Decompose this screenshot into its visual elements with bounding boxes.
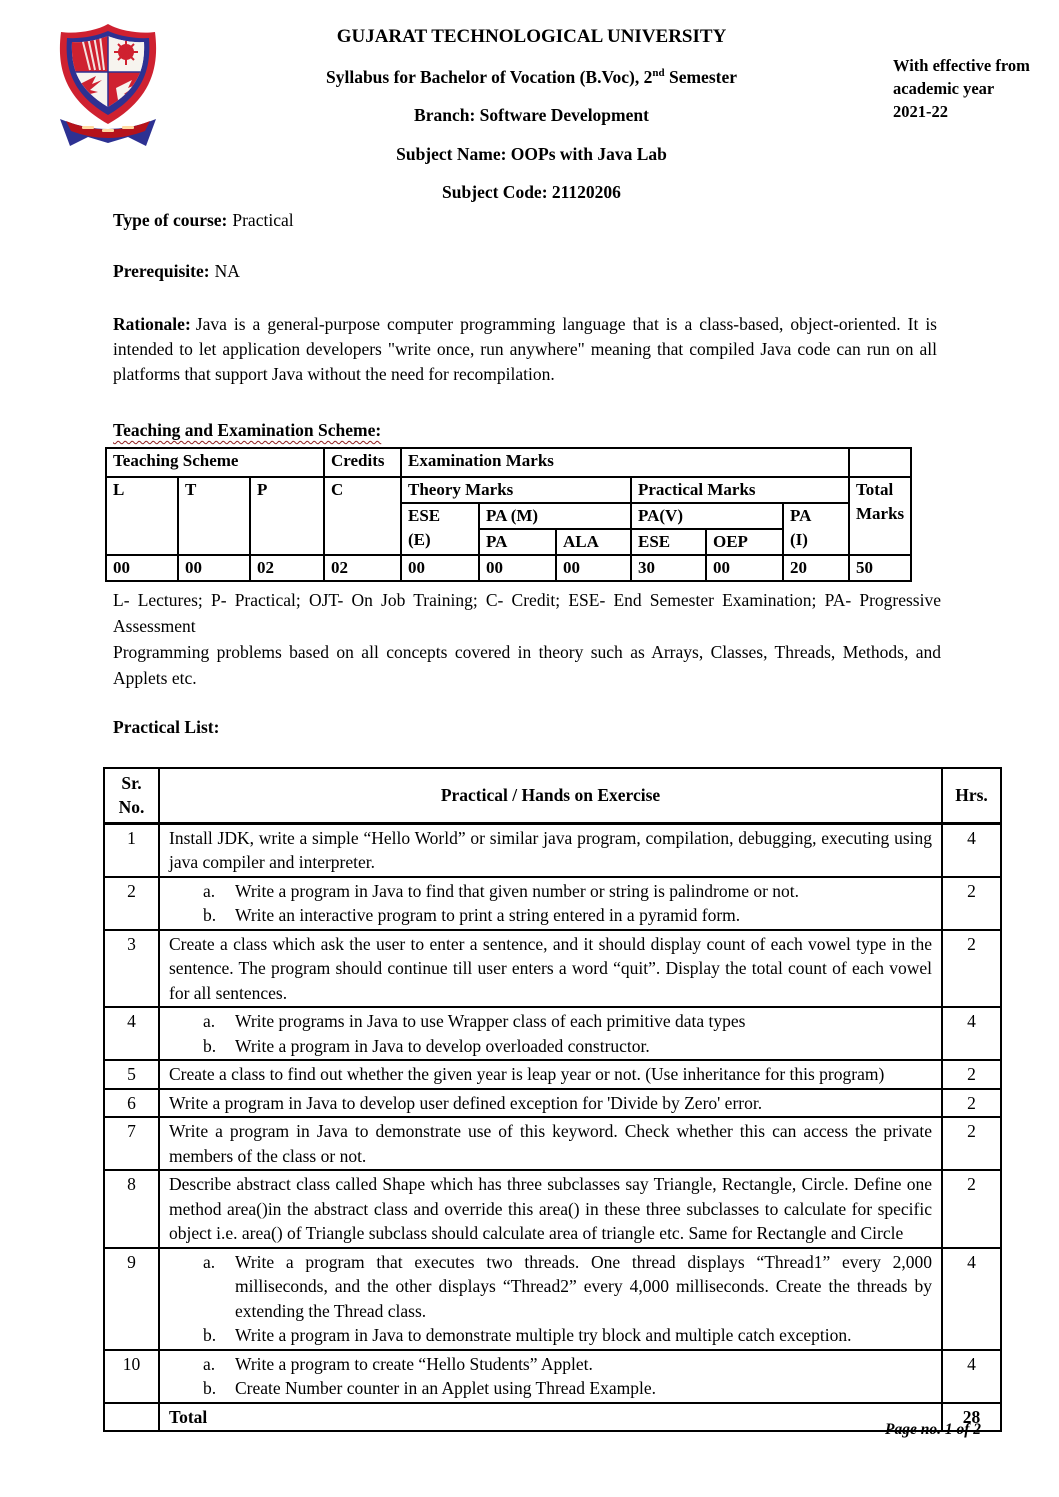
hrs-cell: 4 [942, 1350, 1001, 1403]
th-credits: Credits [324, 448, 401, 477]
list-item [169, 1323, 932, 1348]
th-ese-line1: ESE [408, 505, 441, 525]
th-c: C [324, 477, 401, 555]
value-cell: 00 [556, 555, 631, 581]
sr-no-cell: 4 [104, 1007, 159, 1060]
table-row [106, 448, 911, 477]
exercise-cell [159, 1007, 942, 1060]
th-pa-i [783, 503, 849, 555]
sr-no-cell: 9 [104, 1248, 159, 1350]
th-sr-no [104, 768, 159, 824]
value-cell: 00 [401, 555, 479, 581]
table-row [104, 930, 1001, 1008]
table-row [104, 1089, 1001, 1118]
title-block [170, 22, 893, 206]
th-t: T [178, 477, 250, 555]
subject-name-line: Subject Name: OOPs with Java Lab [396, 143, 667, 164]
list-item-text: Write a program to create “Hello Students” Applet. [235, 1353, 593, 1374]
subtitle-superscript: nd [652, 67, 665, 79]
sr-no-cell: 5 [104, 1060, 159, 1089]
th-pa-v: PA(V) [631, 503, 783, 529]
hrs-cell: 4 [942, 823, 1001, 877]
th-empty-corner [849, 448, 911, 477]
table-row [104, 1060, 1001, 1089]
list-marker: a. [203, 880, 216, 901]
table-row [106, 555, 911, 581]
rationale-paragraph [113, 312, 937, 387]
table-row [104, 1007, 1001, 1060]
list-marker: a. [203, 1353, 216, 1374]
total-row [104, 1403, 1001, 1432]
th-sr-line2: No. [118, 797, 145, 818]
logo-container [52, 22, 170, 152]
th-pa: PA [479, 529, 556, 555]
scheme-heading: Teaching and Examination Scheme: [113, 419, 382, 440]
exercise-cell: Write a program in Java to develop user defined exception for 'Divide by Zero' error. [159, 1089, 942, 1118]
list-item-text: Write a program that executes two threads. One thread displays “Thread1” every 2,000 milliseconds, and the other displays “Thread2” every 4,000 milliseconds. Create the threads by extending the Thread class. [235, 1251, 932, 1321]
course-type-value: Practical [232, 209, 294, 230]
exercise-cell [159, 877, 942, 930]
list-marker: b. [203, 1035, 217, 1056]
list-item [169, 903, 932, 928]
table-row [104, 823, 1001, 877]
practical-list-table [103, 767, 1002, 1433]
exercise-cell: Create a class to find out whether the given year is leap year or not. (Use inheritance for this program) [159, 1060, 942, 1089]
value-cell: 02 [324, 555, 401, 581]
th-pa-i-line1: PA [790, 505, 812, 525]
th-hrs: Hrs. [942, 768, 1001, 824]
value-cell: 00 [178, 555, 250, 581]
course-type-line [113, 208, 1059, 233]
th-oep: OEP [706, 529, 783, 555]
programming-note: Programming problems based on all concepts covered in theory such as Arrays, Classes, Threads, Methods, and Applets etc. [113, 641, 941, 688]
table-row [104, 1248, 1001, 1350]
table-header-row [104, 768, 1001, 824]
th-total-marks [849, 477, 911, 555]
sr-no-cell: 10 [104, 1350, 159, 1403]
exercise-cell: Create a class which ask the user to enter a sentence, and it should display count of each vowel type in the sentence. The program should continue till user enters a word “quit”. Display the total count of each vowel for all sentences. [159, 930, 942, 1008]
sr-no-cell: 8 [104, 1170, 159, 1248]
th-l: L [106, 477, 178, 555]
th-theory-marks: Theory Marks [401, 477, 631, 503]
list-item [169, 879, 932, 904]
exercise-cell [159, 1350, 942, 1403]
list-item [169, 1034, 932, 1059]
exercise-cell [159, 1248, 942, 1350]
hrs-cell: 2 [942, 1089, 1001, 1118]
value-cell: 30 [631, 555, 706, 581]
list-item-text: Create Number counter in an Applet using Thread Example. [235, 1378, 657, 1399]
list-item-text: Write a program in Java to find that given number or string is palindrome or not. [235, 880, 800, 901]
th-ala: ALA [556, 529, 631, 555]
value-cell: 02 [250, 555, 324, 581]
practical-list-heading: Practical List: [113, 716, 220, 737]
table-row [104, 877, 1001, 930]
sr-no-cell: 7 [104, 1117, 159, 1170]
hrs-cell: 2 [942, 1060, 1001, 1089]
university-name: GUJARAT TECHNOLOGICAL UNIVERSITY [336, 26, 727, 47]
page-header [0, 0, 1059, 206]
list-item [169, 1376, 932, 1401]
practical-rows [104, 823, 1001, 1403]
table-row [106, 477, 911, 503]
th-ese-e [401, 503, 479, 555]
scheme-notes [113, 587, 941, 691]
th-ese-line2: (E) [408, 529, 431, 549]
subtitle-text-end: Semester [664, 66, 738, 87]
sr-no-cell [104, 1403, 159, 1432]
list-item [169, 1250, 932, 1324]
list-item-text: Write a program in Java to demonstrate multiple try block and multiple catch exception. [235, 1325, 852, 1346]
th-sr-line1: Sr. [121, 772, 142, 793]
branch-line: Branch: Software Development [414, 105, 649, 126]
syllabus-subtitle [170, 60, 893, 90]
hrs-cell: 2 [942, 1117, 1001, 1170]
sr-no-cell: 2 [104, 877, 159, 930]
th-ese2: ESE [631, 529, 706, 555]
effective-note: With effective from academic year 2021-22 [893, 56, 1030, 121]
th-pa-i-line2: (I) [790, 529, 808, 549]
table-row [104, 1350, 1001, 1403]
total-label-cell: Total [159, 1403, 942, 1432]
document-body [0, 208, 1059, 1433]
sr-no-cell: 3 [104, 930, 159, 1008]
exercise-cell: Write a program in Java to demonstrate use of this keyword. Check whether this can access the private members of the class or not. [159, 1117, 942, 1170]
subject-code-line: Subject Code: 21120206 [442, 182, 621, 203]
hrs-cell: 2 [942, 1170, 1001, 1248]
rationale-label: Rationale: [113, 313, 191, 334]
course-type-label: Type of course: [113, 209, 228, 230]
list-item [169, 1009, 932, 1034]
list-marker: a. [203, 1251, 216, 1272]
th-total-line1: Total [856, 479, 894, 499]
page-number: Page no. 1 of 2 [884, 1421, 981, 1438]
th-p: P [250, 477, 324, 555]
th-practical-marks: Practical Marks [631, 477, 849, 503]
list-marker: b. [203, 1378, 217, 1399]
list-marker: b. [203, 1325, 217, 1346]
value-cell: 00 [706, 555, 783, 581]
list-item [169, 1352, 932, 1377]
list-marker: a. [203, 1011, 216, 1032]
total-hrs-cell: 28 [942, 1403, 1001, 1432]
prerequisite-value: NA [214, 260, 240, 281]
list-marker: b. [203, 905, 217, 926]
prerequisite-label: Prerequisite: [113, 260, 210, 281]
table-row [104, 1170, 1001, 1248]
university-logo [52, 22, 164, 152]
sr-no-cell: 1 [104, 823, 159, 877]
hrs-cell: 4 [942, 1248, 1001, 1350]
th-teaching-scheme: Teaching Scheme [106, 448, 324, 477]
value-cell: 20 [783, 555, 849, 581]
value-cell: 50 [849, 555, 911, 581]
th-examination-marks: Examination Marks [401, 448, 849, 477]
exercise-cell: Describe abstract class called Shape which has three subclasses say Triangle, Rectangle, Circle. Define one method area()in the abstract class and override this area() in these three subclasses to calculate for specific object i.e. area() of Triangle subclass should calculate area of triangle etc. Same for Rectangle and Circle [159, 1170, 942, 1248]
hrs-cell: 4 [942, 1007, 1001, 1060]
list-item-text: Write a program in Java to develop overloaded constructor. [235, 1035, 650, 1056]
th-pa-m: PA (M) [479, 503, 631, 529]
exercise-cell: Install JDK, write a simple “Hello World” or similar java program, compilation, debugging, executing using java compiler and interpreter. [159, 823, 942, 877]
hrs-cell: 2 [942, 877, 1001, 930]
prerequisite-line [113, 259, 1059, 284]
list-item-text: Write programs in Java to use Wrapper class of each primitive data types [235, 1011, 746, 1032]
th-exercise: Practical / Hands on Exercise [159, 768, 942, 824]
abbreviations-note: L- Lectures; P- Practical; OJT- On Job Training; C- Credit; ESE- End Semester Examination; PA- Progressive Assessment [113, 589, 941, 636]
rationale-text: Java is a general-purpose computer programming language that is a class-based, object-oriented. It is intended to let application developers "write once, run anywhere" meaning that compiled Java code can run on all platforms that support Java without the need for recompilation. [113, 313, 937, 384]
list-item-text: Write an interactive program to print a string entered in a pyramid form. [235, 905, 741, 926]
hrs-cell: 2 [942, 930, 1001, 1008]
value-cell: 00 [106, 555, 178, 581]
th-total-line2: Marks [856, 503, 905, 523]
subtitle-text: Syllabus for Bachelor of Vocation (B.Voc), 2 [325, 66, 653, 87]
value-cell: 00 [479, 555, 556, 581]
exam-scheme-table [105, 447, 912, 582]
table-row [104, 1117, 1001, 1170]
sr-no-cell: 6 [104, 1089, 159, 1118]
